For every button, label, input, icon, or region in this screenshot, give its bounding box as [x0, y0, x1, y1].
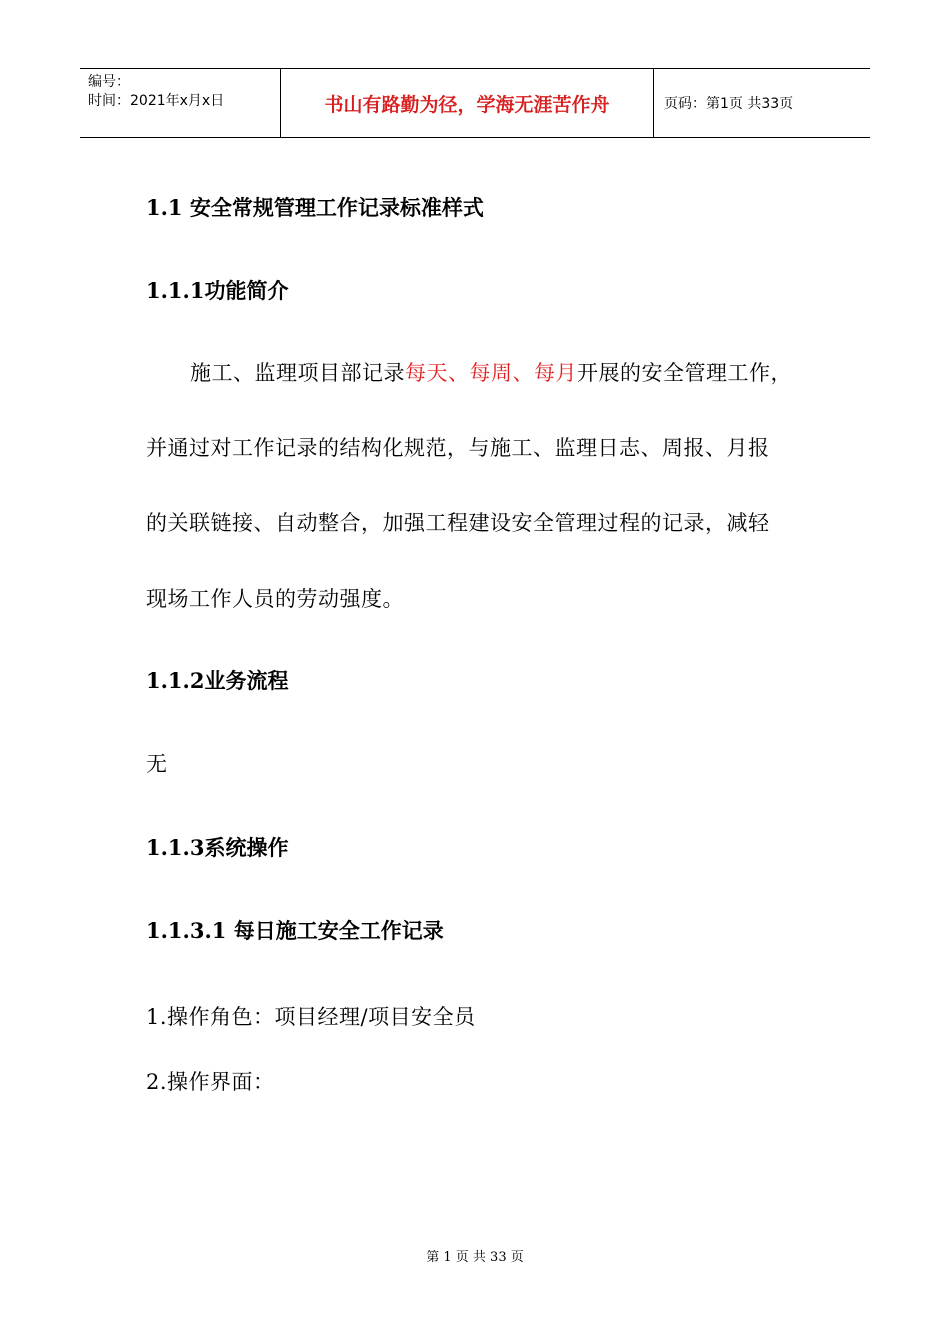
section-title: 1.1 安全常规管理工作记录标准样式 [146, 195, 484, 220]
paragraph-line-2: 并通过对工作记录的结构化规范，与施工、监理日志、周报、月报 [146, 436, 770, 460]
header-motto: 书山有路勤为径，学海无涯苦作舟 [281, 69, 654, 137]
list-item-role: 1.操作角色：项目经理/项目安全员 [146, 1005, 476, 1029]
page-footer: 第 1 页 共 33 页 [426, 1250, 524, 1265]
subsection-process-title: 1.1.2业务流程 [146, 668, 289, 693]
list-item-interface: 2.操作界面： [146, 1070, 275, 1094]
paragraph-line-3: 的关联链接、自动整合，加强工程建设安全管理过程的记录，减轻 [146, 511, 770, 535]
paragraph-line-1-end: 开展的安全管理工作， [577, 361, 792, 385]
paragraph-highlight: 每天、每周、每月 [405, 361, 577, 385]
paragraph-line-1 [190, 357, 792, 387]
subsection-operation-title: 1.1.3系统操作 [146, 835, 289, 860]
header-left-cell [80, 69, 281, 137]
paragraph-line-4: 现场工作人员的劳动强度。 [146, 587, 404, 611]
header-page-info: 页码：第1页 共33页 [664, 96, 794, 112]
subsubsection-title: 1.1.3.1 每日施工安全工作记录 [146, 918, 444, 943]
process-body: 无 [146, 752, 168, 776]
header-table [80, 68, 870, 138]
paragraph-line-1-start: 施工、监理项目部记录 [190, 361, 405, 385]
subsection-intro-title: 1.1.1功能简介 [146, 278, 289, 303]
number-label: 编号： [88, 74, 130, 90]
date-label: 时间：2021年x月x日 [88, 93, 225, 109]
